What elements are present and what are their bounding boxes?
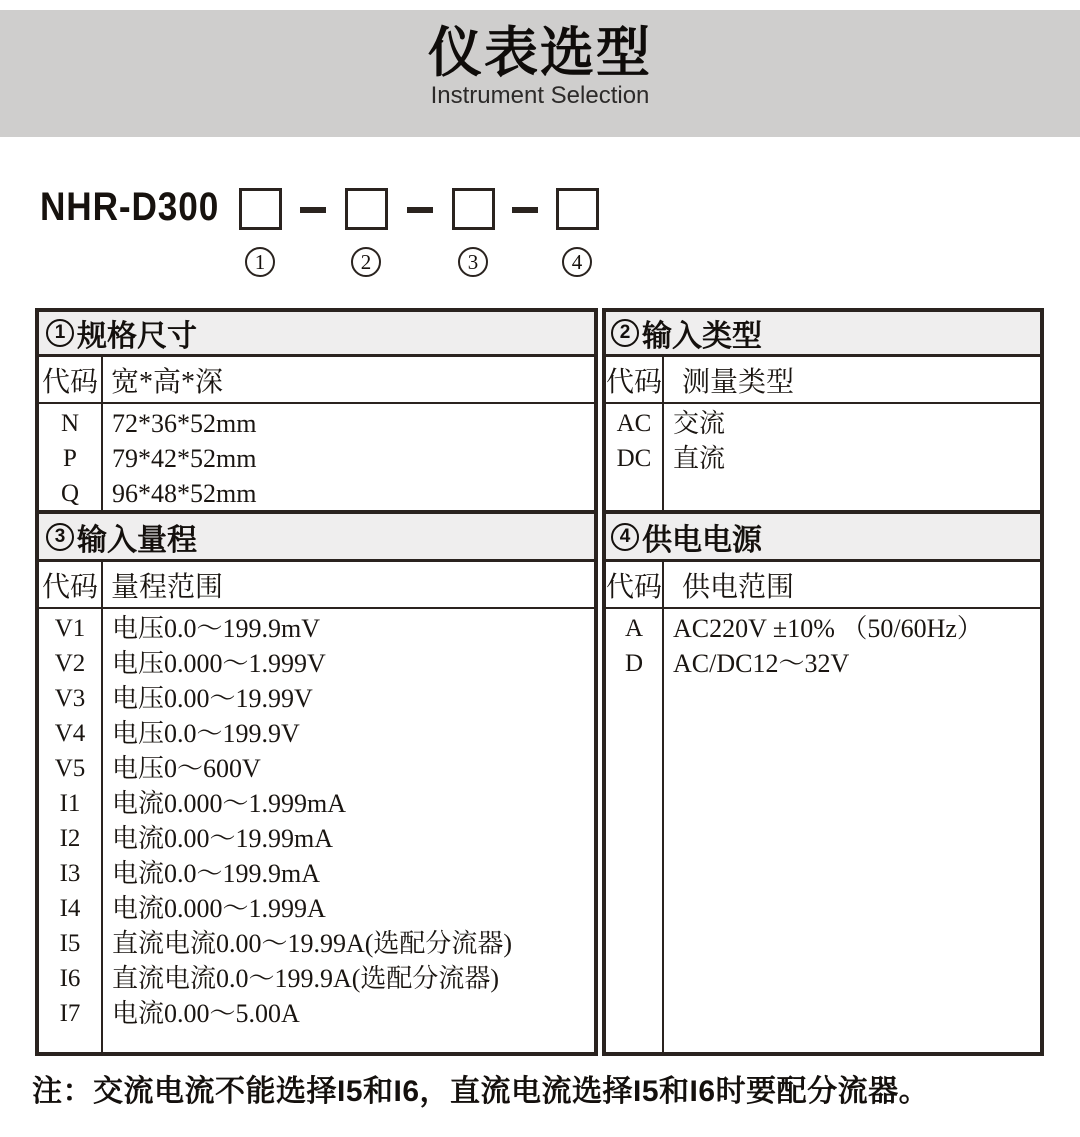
code-cell: I1 [59,790,81,817]
code-cell: P [63,445,77,472]
code-list [606,609,664,1052]
code-cell: I6 [59,965,81,992]
code-list [39,404,103,510]
code-cell: I2 [59,825,81,852]
model-code-box-2 [345,188,388,230]
value-cell: 直流 [673,444,726,473]
value-cell: AC220V ±10% （50/60Hz） [673,614,983,643]
section-title: 供电电源 [642,523,762,557]
code-column-header: 代码 [606,562,664,607]
value-cell: 79*42*52mm [112,444,257,473]
code-column-header: 代码 [606,357,664,402]
section-header-size [39,312,594,357]
value-column-header: 供电范围 [682,571,795,603]
model-ordering-diagram [40,185,660,285]
section-title: 输入量程 [77,523,197,557]
dash-icon [300,207,326,213]
column-header-row [606,562,1040,609]
model-code-box-3 [452,188,495,230]
code-cell: I3 [59,860,81,887]
value-cell: 电压0.0～199.9V [112,719,300,748]
code-cell: V2 [54,650,86,677]
value-list [103,404,594,510]
value-cell: 电压0.00～19.99V [112,684,313,713]
circled-number-icon: 1 [46,319,74,347]
value-cell: 直流电流0.00～19.99A(选配分流器) [112,929,513,958]
selection-table-left [35,308,598,1056]
title-band [0,10,1080,137]
value-cell: 电流0.000～1.999mA [112,789,347,818]
value-list [664,609,1040,1052]
code-cell: V3 [54,685,86,712]
section-title: 规格尺寸 [77,320,197,353]
model-code: NHR-D300 [40,185,220,229]
value-column-header: 宽*高*深 [111,366,224,398]
code-cell: AC [616,410,652,437]
value-list [664,404,1040,510]
value-list [103,609,594,1052]
section-header-input-type [606,312,1040,357]
dash-icon [512,207,538,213]
value-cell: 电压0～600V [112,754,261,783]
value-cell: AC/DC12～32V [673,649,850,678]
code-cell: V4 [54,720,86,747]
code-cell: I5 [59,930,81,957]
value-cell: 电流0.00～5.00A [112,999,300,1028]
circled-number-icon: 1 [245,247,275,277]
circled-number-icon: 2 [611,319,639,347]
code-cell: I4 [59,895,81,922]
code-cell: I7 [59,1000,81,1027]
circled-number-icon: 4 [562,247,592,277]
code-list [606,404,664,510]
dash-icon [407,207,433,213]
section-title: 输入类型 [642,320,762,353]
circled-number-icon: 3 [46,523,74,551]
code-cell: V1 [54,615,86,642]
section-body-size [39,404,594,510]
section-body-power [606,609,1040,1052]
model-code-box-4 [556,188,599,230]
column-header-row [39,562,594,609]
section-header-range [39,510,594,562]
section-body-range [39,609,594,1052]
footnote: 注：交流电流不能选择I5和I6，直流电流选择I5和I6时要配分流器。 [32,1075,930,1108]
code-cell: N [60,410,80,437]
code-cell: Q [60,480,80,507]
value-column-header: 量程范围 [111,571,224,603]
code-column-header: 代码 [39,357,103,402]
value-cell: 电压0.000～1.999V [112,649,326,678]
selection-table-right [602,308,1044,1056]
code-list [39,609,103,1052]
circled-number-icon: 3 [458,247,488,277]
column-header-row [39,357,594,404]
value-cell: 电压0.0～199.9mV [112,614,321,643]
value-cell: 电流0.000～1.999A [112,894,326,923]
section-body-input-type [606,404,1040,510]
page-title: 仪表选型 [428,23,652,83]
circled-number-icon: 4 [611,523,639,551]
value-cell: 交流 [673,409,726,438]
code-cell: V5 [54,755,86,782]
code-cell: DC [616,445,652,472]
code-cell: A [624,615,644,642]
column-header-row [606,357,1040,404]
circled-number-icon: 2 [351,247,381,277]
value-column-header: 测量类型 [682,366,795,398]
value-cell: 电流0.0～199.9mA [112,859,321,888]
value-cell: 72*36*52mm [112,409,257,438]
code-cell: D [624,650,644,677]
section-header-power [606,510,1040,562]
page-subtitle: Instrument Selection [430,82,650,110]
value-cell: 直流电流0.0～199.9A(选配分流器) [112,964,500,993]
code-column-header: 代码 [39,562,103,607]
value-cell: 电流0.00～19.99mA [112,824,334,853]
value-cell: 96*48*52mm [112,479,257,508]
model-code-box-1 [239,188,282,230]
